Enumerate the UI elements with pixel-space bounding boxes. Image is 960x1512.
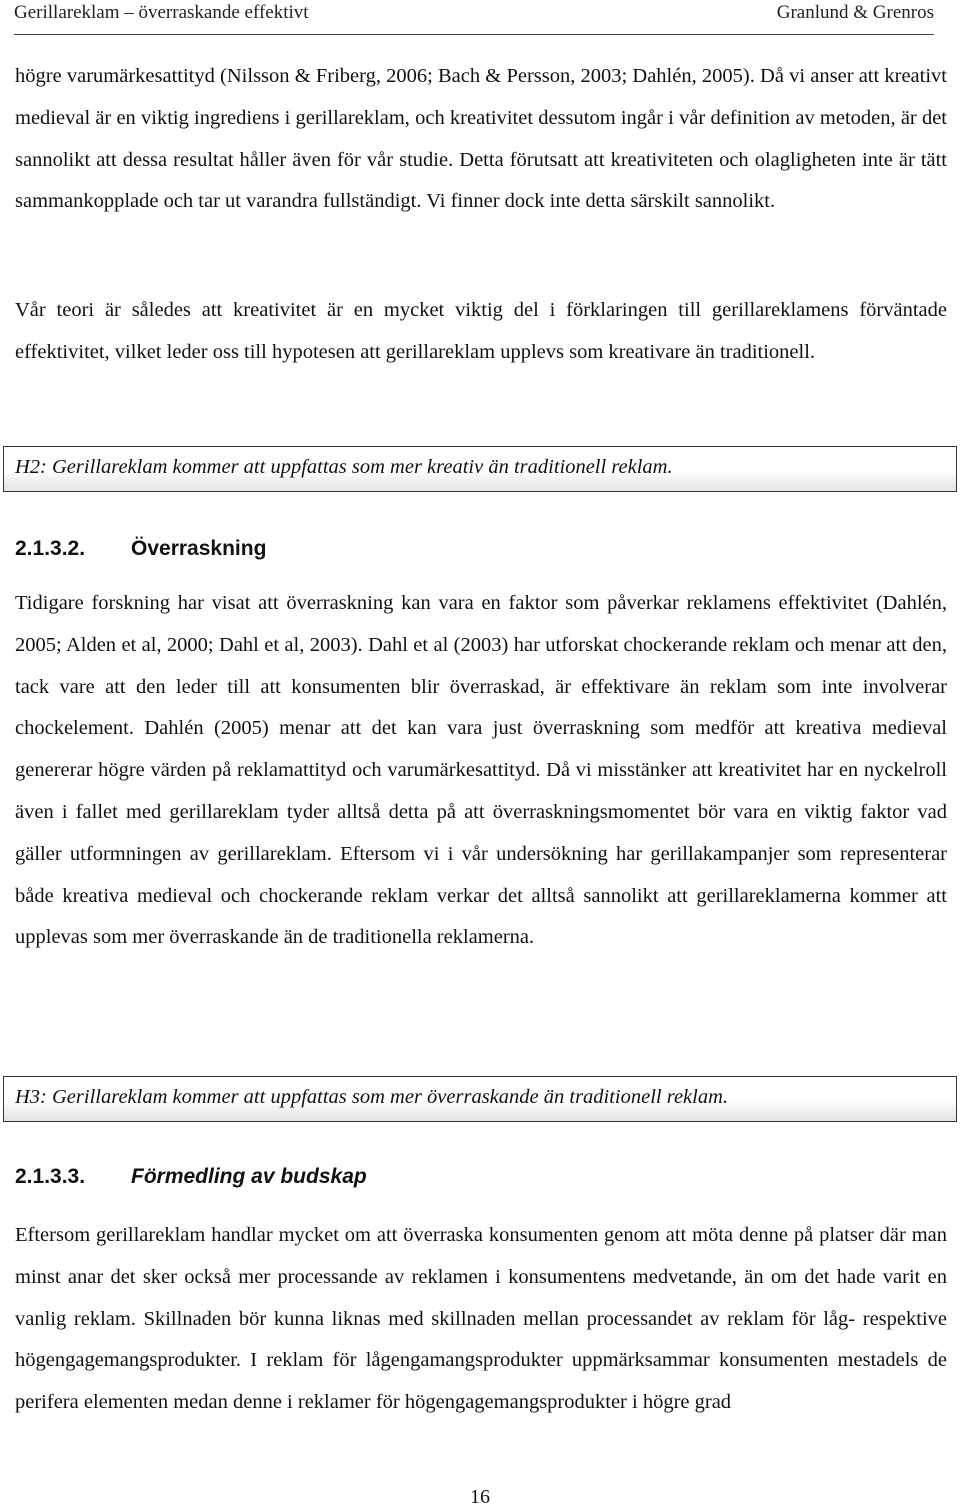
paragraph-4: Eftersom gerillareklam handlar mycket om att överraska konsumenten genom att möta denne på platser där man minst anar det sker också mer processande av reklamen i konsumentens medvetande, än om det hade varit en vanlig reklam. Skillnaden bör kunna liknas med skillnaden mellan processandet av reklam för låg- respektive högengagemangsprodukter. I reklam för lågengamangsprodukter uppmärksammar konsumenten mestadels de perifera elementen medan denne i reklamer för högengagemangsprodukter i högre grad [15, 1224, 947, 1414]
header-title: Gerillareklam – överraskande effektivt [14, 2, 309, 23]
section-title: Förmedling av budskap [131, 1165, 367, 1188]
hypothesis-h3-box [3, 1076, 957, 1122]
section-number: 2.1.3.2. [15, 537, 86, 560]
paragraph-1: högre varumärkesattityd (Nilsson & Friberg, 2006; Bach & Persson, 2003; Dahlén, 2005). Då vi anser att kreativt medieval är en viktig ingrediens i gerillareklam, och kreativitet dessutom ingår i vår definition av metoden, är det sannolikt att dessa resultat håller även för vår studie. Detta förutsatt att kreativiteten och olagligheten inte är tätt sammankopplade och tar ut varandra fullständigt. Vi finner dock inte detta särskilt sannolikt. [15, 65, 947, 213]
hypothesis-h2-box [3, 446, 957, 492]
paragraph-3: Tidigare forskning har visat att överraskning kan vara en faktor som påverkar reklamens effektivitet (Dahlén, 2005; Alden et al, 2000; Dahl et al, 2003). Dahl et al (2003) har utforskat chockerande reklam och menar att den, tack vare att den leder till att konsumenten blir överraskad, är effektivare än reklam som inte involverar chockelement. Dahlén (2005) menar att det kan vara just överraskning som medför att kreativa medieval genererar högre värden på reklamattityd och varumärkesattityd. Då vi misstänker att kreativitet har en nyckelroll även i fallet med gerillareklam tyder alltså detta på att överraskningsmomentet bör vara en viktig faktor vad gäller utformningen av gerillareklam. Eftersom vi i vår undersökning har gerillakampanjer som representerar både kreativa medieval och chockerande reklam verkar det alltså sannolikt att gerillareklamerna kommer att upplevas som mer överraskande än de traditionella reklamerna. [15, 592, 947, 949]
header-rule [14, 34, 934, 35]
section-number: 2.1.3.3. [15, 1165, 86, 1188]
section-title: Överraskning [131, 537, 267, 560]
page-header [14, 0, 934, 30]
header-authors: Granlund & Grenros [776, 2, 934, 23]
hypothesis-h3-text: H3: Gerillareklam kommer att uppfattas som mer överraskande än traditionell reklam. [15, 1086, 729, 1108]
hypothesis-h2-text: H2: Gerillareklam kommer att uppfattas som mer kreativ än traditionell reklam. [15, 456, 673, 478]
paragraph-2: Vår teori är således att kreativitet är en mycket viktig del i förklaringen till gerillareklamens förväntade effektivitet, vilket leder oss till hypotesen att gerillareklam upplevs som kreativare än traditionell. [15, 299, 947, 363]
page-number: 16 [470, 1486, 490, 1508]
